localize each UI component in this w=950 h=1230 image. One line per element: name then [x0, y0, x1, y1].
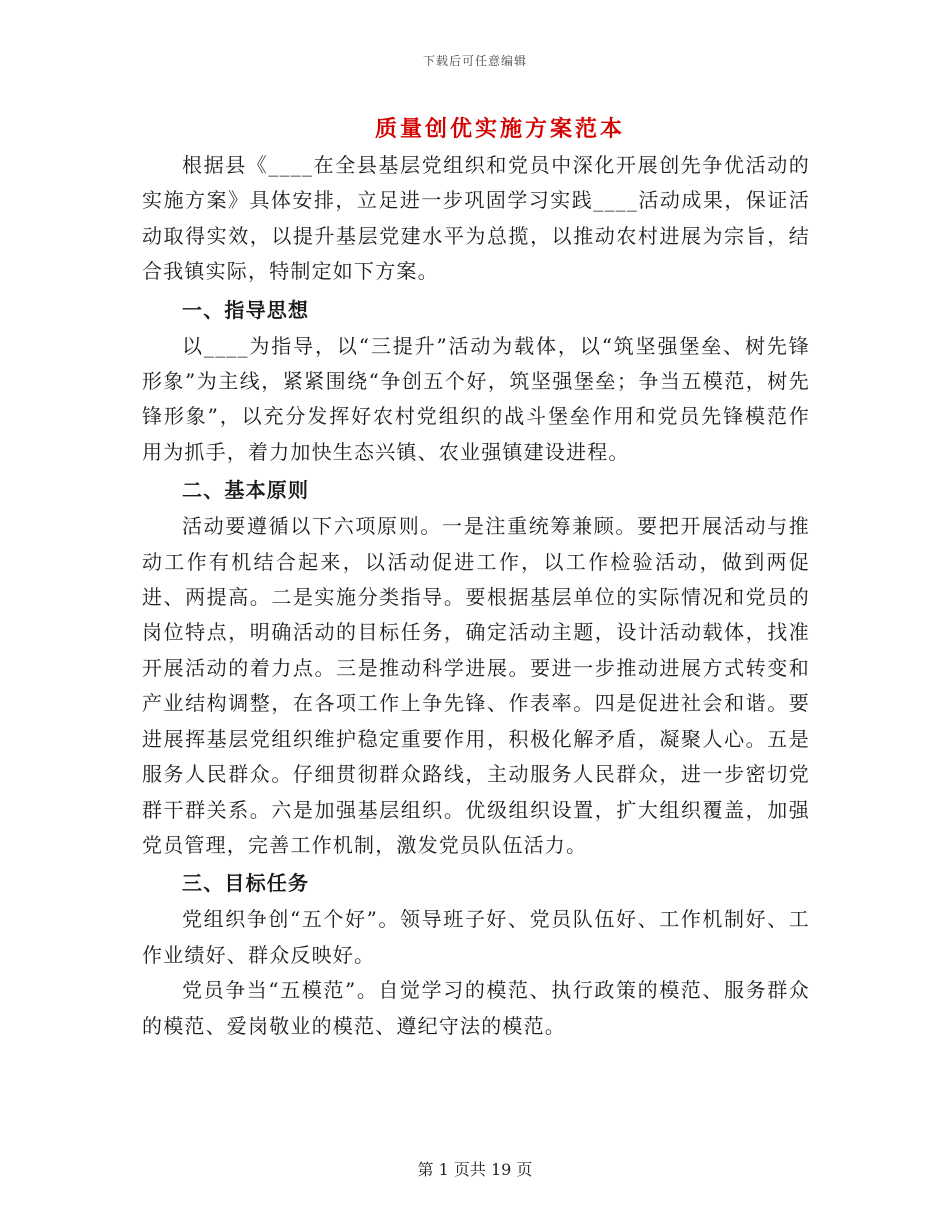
section-paragraph-guiding-thought: 以____为指导，以“三提升”活动为载体，以“筑坚强堡垒、树先锋形象”为主线，紧紧围绕“争创五个好，筑坚强堡垒；争当五模范，树先锋形象”，以充分发挥好农村党组织的战斗堡垒作用和党员先锋模范作用为抓手，着力加快生态兴镇、农业强镇建设进程。	[142, 333, 810, 464]
document-title: 质量创优实施方案范本	[374, 116, 625, 142]
section-heading-target-tasks: 三、目标任务	[182, 871, 310, 896]
section-heading-basic-principles: 二、基本原则	[182, 478, 310, 503]
section-paragraph-basic-principles: 活动要遵循以下六项原则。一是注重统筹兼顾。要把开展活动与推动工作有机结合起来，以活动促进工作，以工作检验活动，做到两促进、两提高。二是实施分类指导。要根据基层单位的实际情况和党员的岗位特点，明确活动的目标任务，确定活动主题，设计活动载体，找准开展活动的着力点。三是推动科学进展。要进一步推动进展方式转变和产业结构调整，在各项工作上争先锋、作表率。四是促进社会和谐。要进展挥基层党组织维护稳定重要作用，积极化解矛盾，凝聚人心。五是服务人民群众。仔细贯彻群众路线，主动服务人民群众，进一步密切党群干群关系。六是加强基层组织。优级组织设置，扩大组织覆盖，加强党员管理，完善工作机制，激发党员队伍活力。	[142, 514, 810, 857]
intro-paragraph: 根据县《____在全县基层党组织和党员中深化开展创先争优活动的实施方案》具体安排，立足进一步巩固学习实践____活动成果，保证活动取得实效，以提升基层党建水平为总揽，以推动农村进展为宗旨，结合我镇实际，特制定如下方案。	[142, 153, 810, 284]
document-body	[142, 148, 810, 1044]
section-paragraph-five-goods: 党组织争创“五个好”。领导班子好、党员队伍好、工作机制好、工作业绩好、群众反映好。	[142, 907, 810, 967]
page-number: 第 1 页共 19 页	[417, 1160, 533, 1179]
section-paragraph-five-models: 党员争当“五模范”。自觉学习的模范、执行政策的模范、服务群众的模范、爱岗敬业的模范、遵纪守法的模范。	[142, 978, 810, 1038]
section-heading-guiding-thought: 一、指导思想	[182, 297, 310, 322]
page-header-note: 下载后可任意编辑	[422, 54, 527, 68]
